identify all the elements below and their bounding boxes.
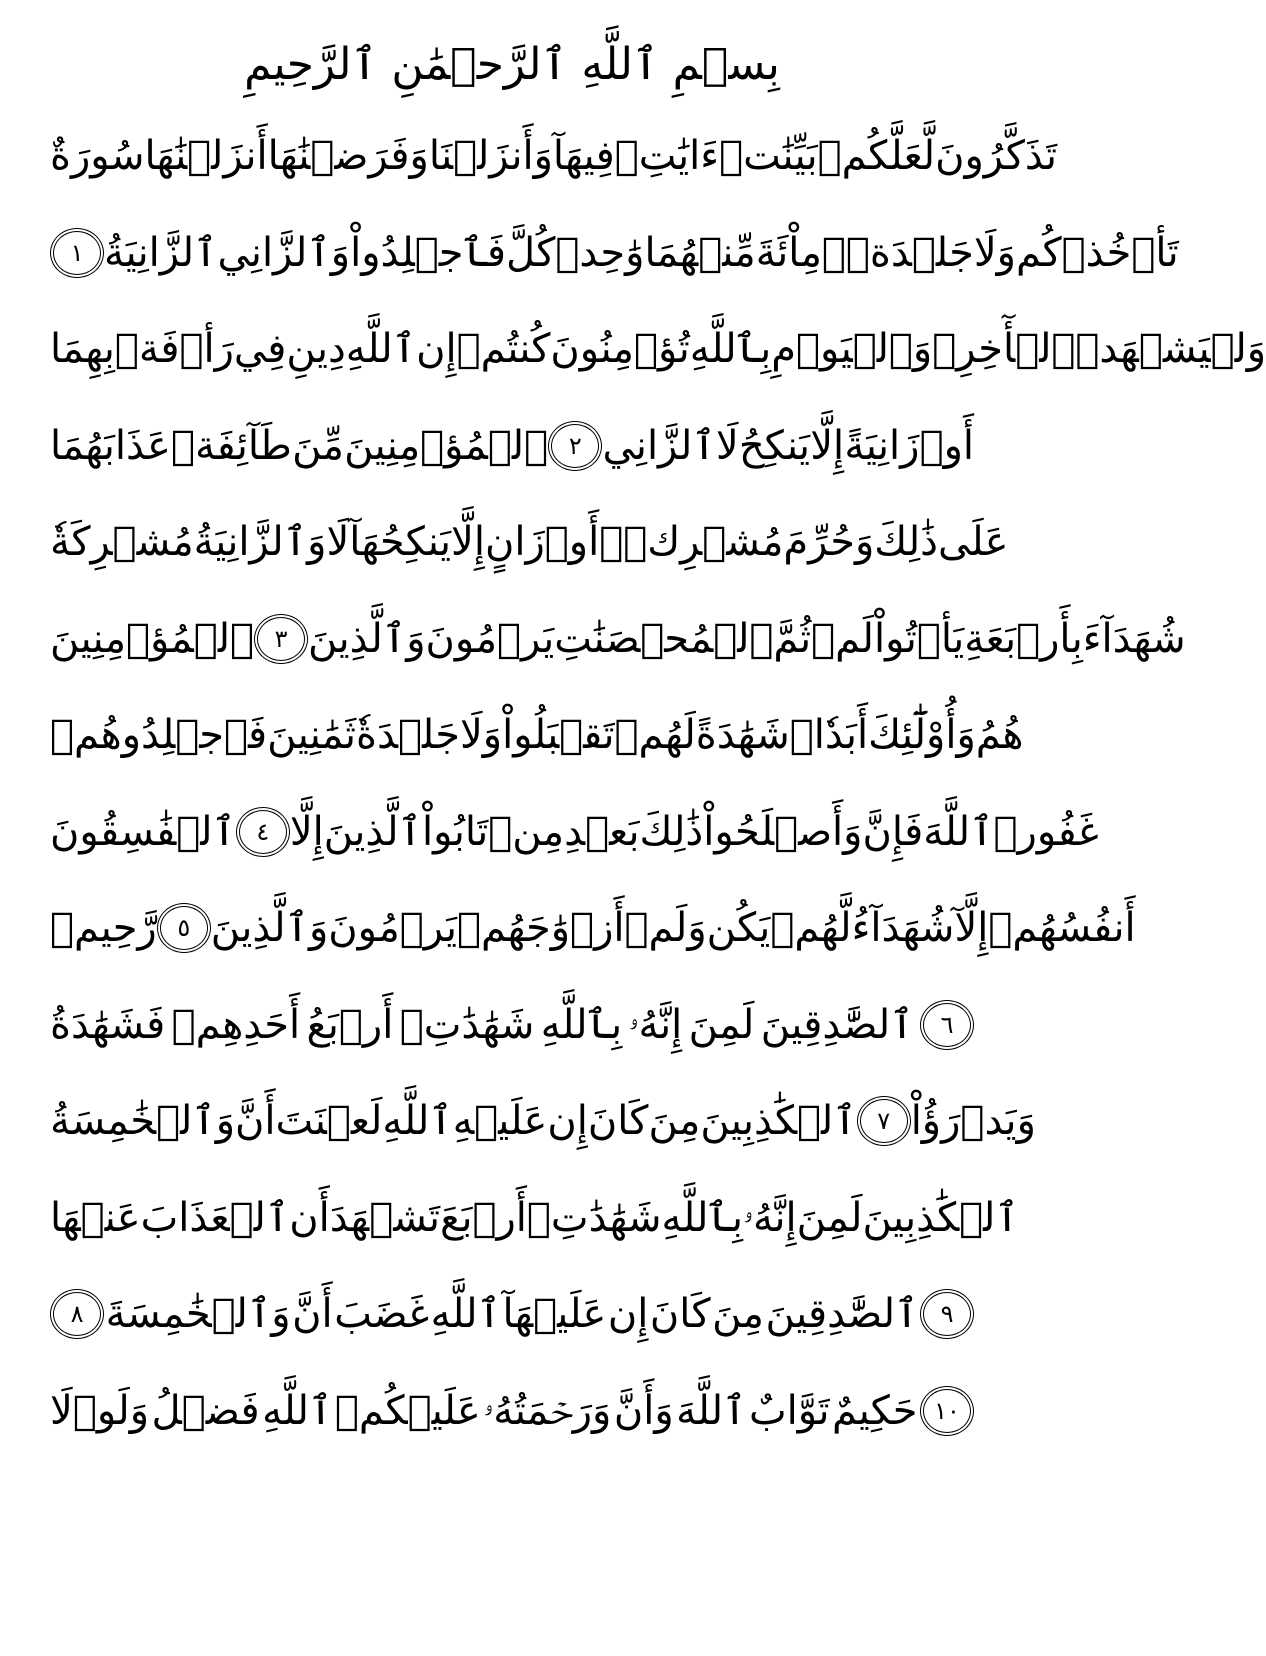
word: لَمۡ <box>811 615 874 662</box>
word: لَّهُمۡ <box>770 905 852 951</box>
word: وَٱلَّذِينَ <box>210 905 329 951</box>
word: أَرۡبَعَ <box>440 1194 527 1241</box>
word: شَهَٰدَةً <box>695 712 790 758</box>
word: عَذَابَهُمَا <box>50 422 171 469</box>
ayah-number-marker: ٤ <box>236 807 290 857</box>
word: أَن <box>289 1194 330 1241</box>
word: إِن <box>607 1291 649 1337</box>
word: وَحُرِّمَ <box>783 519 875 565</box>
text-line <box>50 1073 1036 1169</box>
word: جَلۡدَةٖۖ <box>821 229 974 276</box>
text-line <box>50 398 974 494</box>
word: وَأَنزَلۡنَا <box>428 133 553 179</box>
word: وَلَا <box>973 229 1016 276</box>
word: دِينِ <box>286 326 346 372</box>
word: رَّحِيمٞ <box>50 905 157 951</box>
word: وَلَوۡلَا <box>50 1387 150 1434</box>
word: شُهَدَآءَ <box>1082 615 1186 662</box>
ayah-number-marker: ١ <box>50 228 104 278</box>
word: شُهَدَآءُ <box>851 905 955 951</box>
word: ٱلزَّانِي <box>602 422 716 469</box>
word: فِيهَآ <box>552 133 615 179</box>
word: مُشۡرِكَةٗ <box>50 519 194 565</box>
word: شَهَٰدَٰتِۭ <box>399 1001 535 1048</box>
word: ٱلزَّانِيَةُ <box>104 229 218 276</box>
word: ٱللَّهِ <box>262 1387 333 1434</box>
word: إِنَّهُۥ <box>742 1194 797 1241</box>
word: أَحَدِهِمۡ <box>171 1001 301 1048</box>
ayah-number-marker: ٥ <box>157 903 211 953</box>
word: يَنكِحُ <box>738 422 811 469</box>
text-line <box>50 1363 974 1459</box>
word: وَٱلۡخَٰمِسَةُ <box>50 1098 236 1144</box>
word: تُؤۡمِنُونَ <box>550 326 690 372</box>
ayah-number-marker: ١٠ <box>920 1386 974 1436</box>
word: بَيِّنَٰتٖ <box>719 133 818 179</box>
word: ٱللَّهَ <box>676 1387 747 1434</box>
text-line <box>50 1266 974 1362</box>
word: إِن <box>547 1098 588 1144</box>
word: تَشۡهَدَ <box>329 1194 441 1241</box>
word: ٱلۡمُؤۡمِنِينَ <box>50 615 255 662</box>
word: ٱللَّهِ <box>382 1098 453 1144</box>
word: ٱلۡفَٰسِقُونَ <box>50 808 236 855</box>
word: وَأَصۡلَحُواْ <box>703 808 863 855</box>
word: عَلَيۡكُمۡ <box>334 1387 481 1434</box>
word: تَأۡخُذۡكُم <box>1015 229 1179 276</box>
word: كُلَّ <box>506 229 556 276</box>
word: ثُمَّ <box>773 615 812 662</box>
word: أَنَّ <box>235 1098 276 1144</box>
word: أَنفُسُهُمۡ <box>988 905 1136 951</box>
word: غَفُورٞ <box>993 808 1099 855</box>
word: وَٰحِدٖ <box>555 229 645 276</box>
ayah-number-marker: ٨ <box>50 1289 104 1339</box>
text-line <box>50 494 1009 590</box>
word: ٱلۡأٓخِرِۖ <box>932 326 1076 372</box>
word: ٱللَّهِ <box>430 1291 501 1337</box>
word: لَعۡنَتَ <box>275 1098 383 1144</box>
word: وَلۡيَشۡهَدۡ <box>1075 326 1266 372</box>
word: ٱلۡكَٰذِبِينَ <box>700 1098 857 1144</box>
text-line <box>50 880 1136 976</box>
word: أَزۡوَٰجَهُمۡ <box>456 905 625 951</box>
word: عَلَيۡهِ <box>452 1098 548 1144</box>
word: شَهَٰدَٰتِۭ <box>526 1194 662 1241</box>
text-line <box>50 784 1099 880</box>
word: ٱلصَّٰدِقِينَ <box>765 1291 919 1337</box>
word: وَلَا <box>459 712 503 758</box>
word: إِنَّهُۥ <box>628 1001 683 1048</box>
word: ذَٰلِكَ <box>639 808 704 855</box>
word: إِلَّا <box>810 422 845 469</box>
word: إِلَّا <box>289 808 324 855</box>
word: ثَمَٰنِينَ <box>267 712 356 758</box>
word: ٱلۡمُؤۡمِنِينَ <box>344 422 549 469</box>
word: لَمِنَ <box>688 1001 755 1048</box>
word: وَٱلزَّانِي <box>217 229 351 276</box>
word: مِنَ <box>712 1291 764 1337</box>
text-line <box>50 687 1024 783</box>
word: أَنزَلۡنَٰهَا <box>144 133 268 179</box>
word: تَقۡبَلُواْ <box>502 712 615 758</box>
word: رَأۡفَةٞ <box>114 326 234 372</box>
word: كَانَ <box>649 1291 711 1337</box>
word: لَهُمۡ <box>614 712 696 758</box>
word: لَا <box>326 519 350 565</box>
word: مِنَ <box>648 1098 701 1144</box>
word: يَأۡتُواْ <box>873 615 965 662</box>
word: وَيَدۡرَؤُاْ <box>910 1098 1036 1144</box>
word: سُورَةٌ <box>50 133 145 179</box>
word: تَذَكَّرُونَ <box>935 133 1058 179</box>
ayah-number-marker: ٩ <box>920 1289 974 1339</box>
word: أَرۡبَعُ <box>306 1001 394 1048</box>
word: إِلَّآ <box>954 905 989 951</box>
word: وَٱلۡيَوۡمِ <box>771 326 933 372</box>
word: أَنَّ <box>292 1291 333 1337</box>
ayah-number-marker: ٦ <box>920 1000 974 1050</box>
word: فَٱجۡلِدُوهُمۡ <box>50 712 268 758</box>
word: وَٱلَّذِينَ <box>308 615 426 662</box>
word: فَإِنَّ <box>862 808 924 855</box>
word: وَٱلۡخَٰمِسَةَ <box>105 1291 291 1337</box>
word: أَبَدٗاۚ <box>789 712 869 758</box>
word: بِٱللَّهِ <box>540 1001 623 1048</box>
word: بَعۡدِ <box>564 808 640 855</box>
word: إِلَّا <box>451 519 485 565</box>
ayah-number-marker: ٣ <box>254 614 308 664</box>
word: أَوۡ <box>544 519 600 565</box>
word: وَأُوْلَٰٓئِكَ <box>868 712 976 758</box>
word: غَضَبَ <box>334 1291 430 1337</box>
word: ءَايَٰتِۭ <box>614 133 720 179</box>
word: مُشۡرِكٞۚ <box>599 519 784 565</box>
word: وَٱلزَّانِيَةُ <box>193 519 327 565</box>
word: لَا <box>715 422 739 469</box>
text-line <box>50 977 974 1073</box>
word: إِن <box>416 326 457 372</box>
word: مِنۢ <box>488 808 565 855</box>
word: زَانٍ <box>484 519 545 565</box>
word: مِّنۡهُمَا <box>644 229 756 276</box>
word: تَوَّابٌ <box>748 1387 830 1434</box>
word: كَانَ <box>587 1098 649 1144</box>
word: لَّعَلَّكُمۡ <box>817 133 936 179</box>
ayah-number-marker: ٧ <box>857 1096 911 1146</box>
word: وَرَحۡمَتُهُۥ <box>483 1387 612 1434</box>
word: أَوۡ <box>919 422 974 469</box>
word: جَلۡدَةٗ <box>356 712 460 758</box>
text-line <box>50 205 1179 301</box>
word: ٱلَّذِينَ <box>323 808 422 855</box>
word: بِأَرۡبَعَةِ <box>964 615 1083 662</box>
word: يَرۡمُونَ <box>328 905 457 951</box>
word: لَمِنَ <box>796 1194 863 1241</box>
word: كُنتُمۡ <box>456 326 551 372</box>
word: فِي <box>233 326 287 372</box>
word: عَلَى <box>937 519 1009 565</box>
word: طَآئِفَةٞ <box>171 422 292 469</box>
word: عَنۡهَا <box>50 1194 141 1241</box>
word: وَفَرَضۡنَٰهَا <box>267 133 429 179</box>
word: حَكِيمٌ <box>832 1387 918 1434</box>
word: ٱللَّهِ <box>345 326 417 372</box>
word: وَلَمۡ <box>624 905 707 951</box>
word: بِٱللَّهِ <box>689 326 772 372</box>
word: يَنكِحُهَآ <box>349 519 452 565</box>
word: ذَٰلِكَ <box>874 519 938 565</box>
word: يَكُن <box>706 905 771 951</box>
word: ٱلصَّٰدِقِينَ <box>760 1001 914 1048</box>
word: زَانِيَةً <box>844 422 920 469</box>
word: عَلَيۡهَآ <box>502 1291 607 1337</box>
word: مِاْئَةَ <box>755 229 822 276</box>
basmala: بِسۡمِ ٱللَّهِ ٱلرَّحۡمَٰنِ ٱلرَّحِيمِ <box>244 39 780 90</box>
ayah-number-marker: ٢ <box>548 421 602 471</box>
word: بِهِمَا <box>50 326 115 372</box>
word: ٱلۡعَذَابَ <box>140 1194 290 1241</box>
word: بِٱللَّهِ <box>661 1194 743 1241</box>
word: يَرۡمُونَ <box>425 615 555 662</box>
word: ٱللَّهَ <box>923 808 994 855</box>
word: ٱلۡكَٰذِبِينَ <box>862 1194 1019 1241</box>
word: فَٱجۡلِدُواْ <box>350 229 507 276</box>
text-line <box>50 591 1186 687</box>
text-line <box>50 108 1058 204</box>
word: مِّنَ <box>292 422 344 469</box>
word: فَشَهَٰدَةُ <box>50 1001 166 1048</box>
word: هُمُ <box>975 712 1024 758</box>
word: تَابُواْ <box>421 808 489 855</box>
word: وَأَنَّ <box>613 1387 674 1434</box>
text-line <box>50 301 1266 397</box>
text-line <box>50 1170 1019 1266</box>
word: فَضۡلُ <box>151 1387 260 1434</box>
word: ٱلۡمُحۡصَنَٰتِ <box>554 615 774 662</box>
